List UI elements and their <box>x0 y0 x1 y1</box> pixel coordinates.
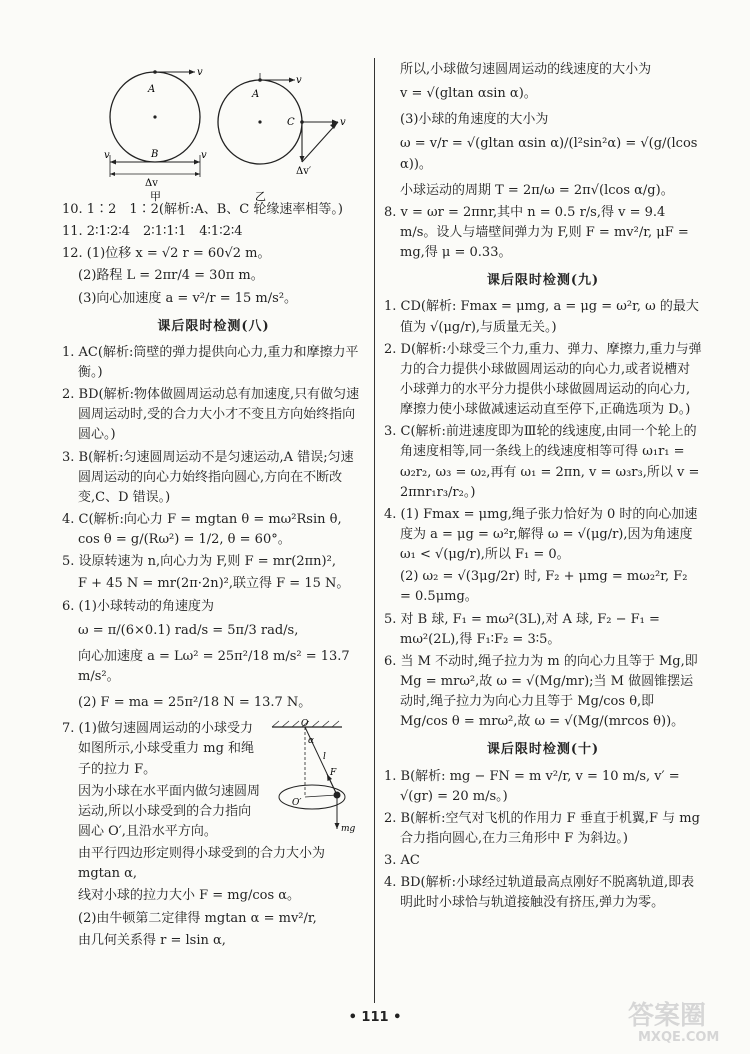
svg-text:O′: O′ <box>292 798 302 809</box>
answer-11: 11. 2∶1∶2∶4 2∶1∶1∶1 4∶1∶2∶4 <box>62 224 243 240</box>
r-line-4: ω = v/r = √(gltan αsin α)/(l²sin²α) = √(g/(lcos α))。 <box>400 136 698 172</box>
q8-7f: 由几何关系得 r = lsin α, <box>78 932 226 948</box>
page-number: • 111 • <box>348 1010 402 1025</box>
q10-1: 1. B(解析: mg − FN = m v²/r, v = 10 m/s, v′ = √(gr) = 20 m/s。) <box>384 768 680 804</box>
answer-12c: (3)向心加速度 a = v²/r = 15 m/s²。 <box>78 290 298 306</box>
right-column <box>384 60 702 915</box>
watermark-logo: 答案圈 MXQE.COM <box>628 1001 720 1045</box>
svg-text:O: O <box>301 719 309 730</box>
q8-6b: ω = π/(6×0.1) rad/s = 5π/3 rad/s, <box>78 622 299 638</box>
svg-text:v: v <box>296 75 302 86</box>
pendulum-figure <box>267 719 365 839</box>
svg-text:v: v <box>104 150 110 161</box>
answer-12a: 12. (1)位移 x = √2 r = 60√2 m。 <box>62 246 271 262</box>
q10-2: 2. B(解析:空气对飞机的作用力 F 垂直于机翼,F 与 mg 合力指向圆心,在力三角形中 F 为斜边。) <box>384 810 700 846</box>
label-a-yi: A <box>252 89 260 100</box>
r-line-1: 所以,小球做匀速圆周运动的线速度的大小为 <box>400 62 652 77</box>
q9-6: 6. 当 M 不动时,绳子拉力为 m 的向心力且等于 Mg,即 Mg = mrω²,故 ω = √(Mg/mr);当 M 做圆锥摆运动时,绳子拉力为向心力且等于 Mg/cos θ,即 Mg/cos θ = mrω²,故 ω = √(Mg/(mrcos θ))。 <box>384 653 698 730</box>
q8-6a: 6. (1)小球转动的角速度为 <box>62 598 214 614</box>
q8-6c: 向心加速度 a = Lω² = 25π²/18 m/s² = 13.7 m/s²。 <box>78 648 350 684</box>
q8-7a: 7. (1)做匀速圆周运动的小球受力如图所示,小球受重力 mg 和绳子的拉力 F。 <box>62 721 255 777</box>
q9-3: 3. C(解析:前进速度即为Ⅲ轮的线速度,由同一个轮上的角速度相等,同一条线上的线速度相等可得 ω₁r₁ = ω₂r₂, ω₃ = ω₂,再有 ω₁ = 2πn, v = ω₃r₃,所以 v = 2πnr₁r₃/r₂。) <box>384 424 700 500</box>
q10-4: 4. BD(解析:小球经过轨道最高点刚好不脱离轨道,即表明此时小球恰与轨道接触没有挤压,弹力为零。 <box>384 875 695 911</box>
svg-text:v: v <box>197 67 203 78</box>
svg-text:Δv: Δv <box>145 178 158 189</box>
q8-7c: 由平行四边形定则得小球受到的合力大小为 mgtan α, <box>78 846 326 882</box>
svg-text:Δv′: Δv′ <box>296 166 312 177</box>
caption-yi: 乙 <box>255 190 266 202</box>
svg-text:v: v <box>201 150 207 161</box>
svg-text:F: F <box>330 768 337 779</box>
section-title-9: 课后限时检测(九) <box>486 273 600 289</box>
answer-10: 10. 1∶2 1∶2(解析:A、B、C 轮缘速率相等。) <box>62 202 343 217</box>
q9-5: 5. 对 B 球, F₁ = mω²(3L),对 A 球, F₂ − F₁ = mω²(2L),得 F₁∶F₂ = 3∶5。 <box>384 611 660 647</box>
left-column <box>62 60 365 953</box>
caption-jia: 甲 <box>150 190 161 202</box>
answer-12b: (2)路程 L = 2πr/4 = 30π m。 <box>78 268 264 284</box>
r-line-5: 小球运动的周期 T = 2π/ω = 2π√(lcos α/g)。 <box>400 182 674 198</box>
column-divider <box>374 58 375 1003</box>
label-a-jia: A <box>148 84 156 95</box>
q8-7d: 线对小球的拉力大小 F = mg/cos α。 <box>78 888 301 904</box>
label-b-jia: B <box>151 149 159 160</box>
svg-text:mg: mg <box>341 824 356 835</box>
q8-2: 2. BD(解析:物体做圆周运动总有加速度,只有做匀速圆周运动时,受的合力大小才不变且方向始终指向圆心。) <box>62 387 360 443</box>
section-title-10: 课后限时检测(十) <box>486 742 600 758</box>
q9-4b: (2) ω₂ = √(3μg/2r) 时, F₂ + μmg = mω₂²r, F₂ = 0.5μmg。 <box>400 569 688 605</box>
q8-5a: 5. 设原转速为 n,向心力为 F,则 F = mr(2πn)², <box>62 554 336 570</box>
q8-7e: (2)由牛顿第二定律得 mgtan α = mv²/r, <box>78 910 317 926</box>
svg-text:l: l <box>323 752 326 763</box>
q9-1: 1. CD(解析: Fmax = μmg, a = μg = ω²r, ω 的最大值为 √(μg/r),与质量无关。) <box>384 299 699 335</box>
q9-2: 2. D(解析:小球受三个力,重力、弹力、摩擦力,重力与弹力的合力提供小球做圆周运动的向心力,或者说槽对小球弹力的水平分力提供小球做圆周运动的向心力,摩擦力使小球做减速运动直至停下,正确选项为 D。) <box>384 341 702 418</box>
q10-3: 3. AC <box>384 853 420 869</box>
label-c-yi: C <box>287 117 295 128</box>
r-answer-8: 8. v = ωr = 2πnr,其中 n = 0.5 r/s,得 v = 9.4 m/s。设人与墙壁间弹力为 F,则 F = mv²/r, μF = mg,得 μ = 0.33。 <box>384 204 689 261</box>
q8-4: 4. C(解析:向心力 F = mgtan θ = mω²Rsin θ, cos θ = g/(Rω²) = 1/2, θ = 60°。 <box>62 511 342 548</box>
q8-3: 3. B(解析:匀速圆周运动不是匀速运动,A 错误;匀速圆周运动的向心力始终指向圆心,方向在不断改变,C、D 错误。) <box>62 449 354 505</box>
r-line-3: (3)小球的角速度的大小为 <box>400 112 549 128</box>
section-title-8: 课后限时检测(八) <box>157 318 270 334</box>
q8-7b: 因为小球在水平面内做匀速圆周运动,所以小球受到的合力指向圆心 O′,且沿水平方向。 <box>78 783 261 839</box>
r-line-2: v = √(gltan αsin α)。 <box>400 86 537 102</box>
q8-1: 1. AC(解析:筒壁的弹力提供向心力,重力和摩擦力平衡。) <box>62 344 359 380</box>
svg-text:v: v <box>340 117 346 128</box>
q8-6d: (2) F = ma = 25π²/18 N = 13.7 N。 <box>78 695 312 711</box>
q9-4a: 4. (1) Fmax = μmg,绳子张力恰好为 0 时的向心加速度为 a = μg = ω²r,解得 ω = √(μg/r),因为角速度 ω₁ < √(μg/r),所以 F₁ = 0。 <box>384 506 698 563</box>
svg-text:α: α <box>308 736 315 747</box>
q8-5b: F + 45 N = mr(2π·2n)²,联立得 F = 15 N。 <box>78 576 350 592</box>
